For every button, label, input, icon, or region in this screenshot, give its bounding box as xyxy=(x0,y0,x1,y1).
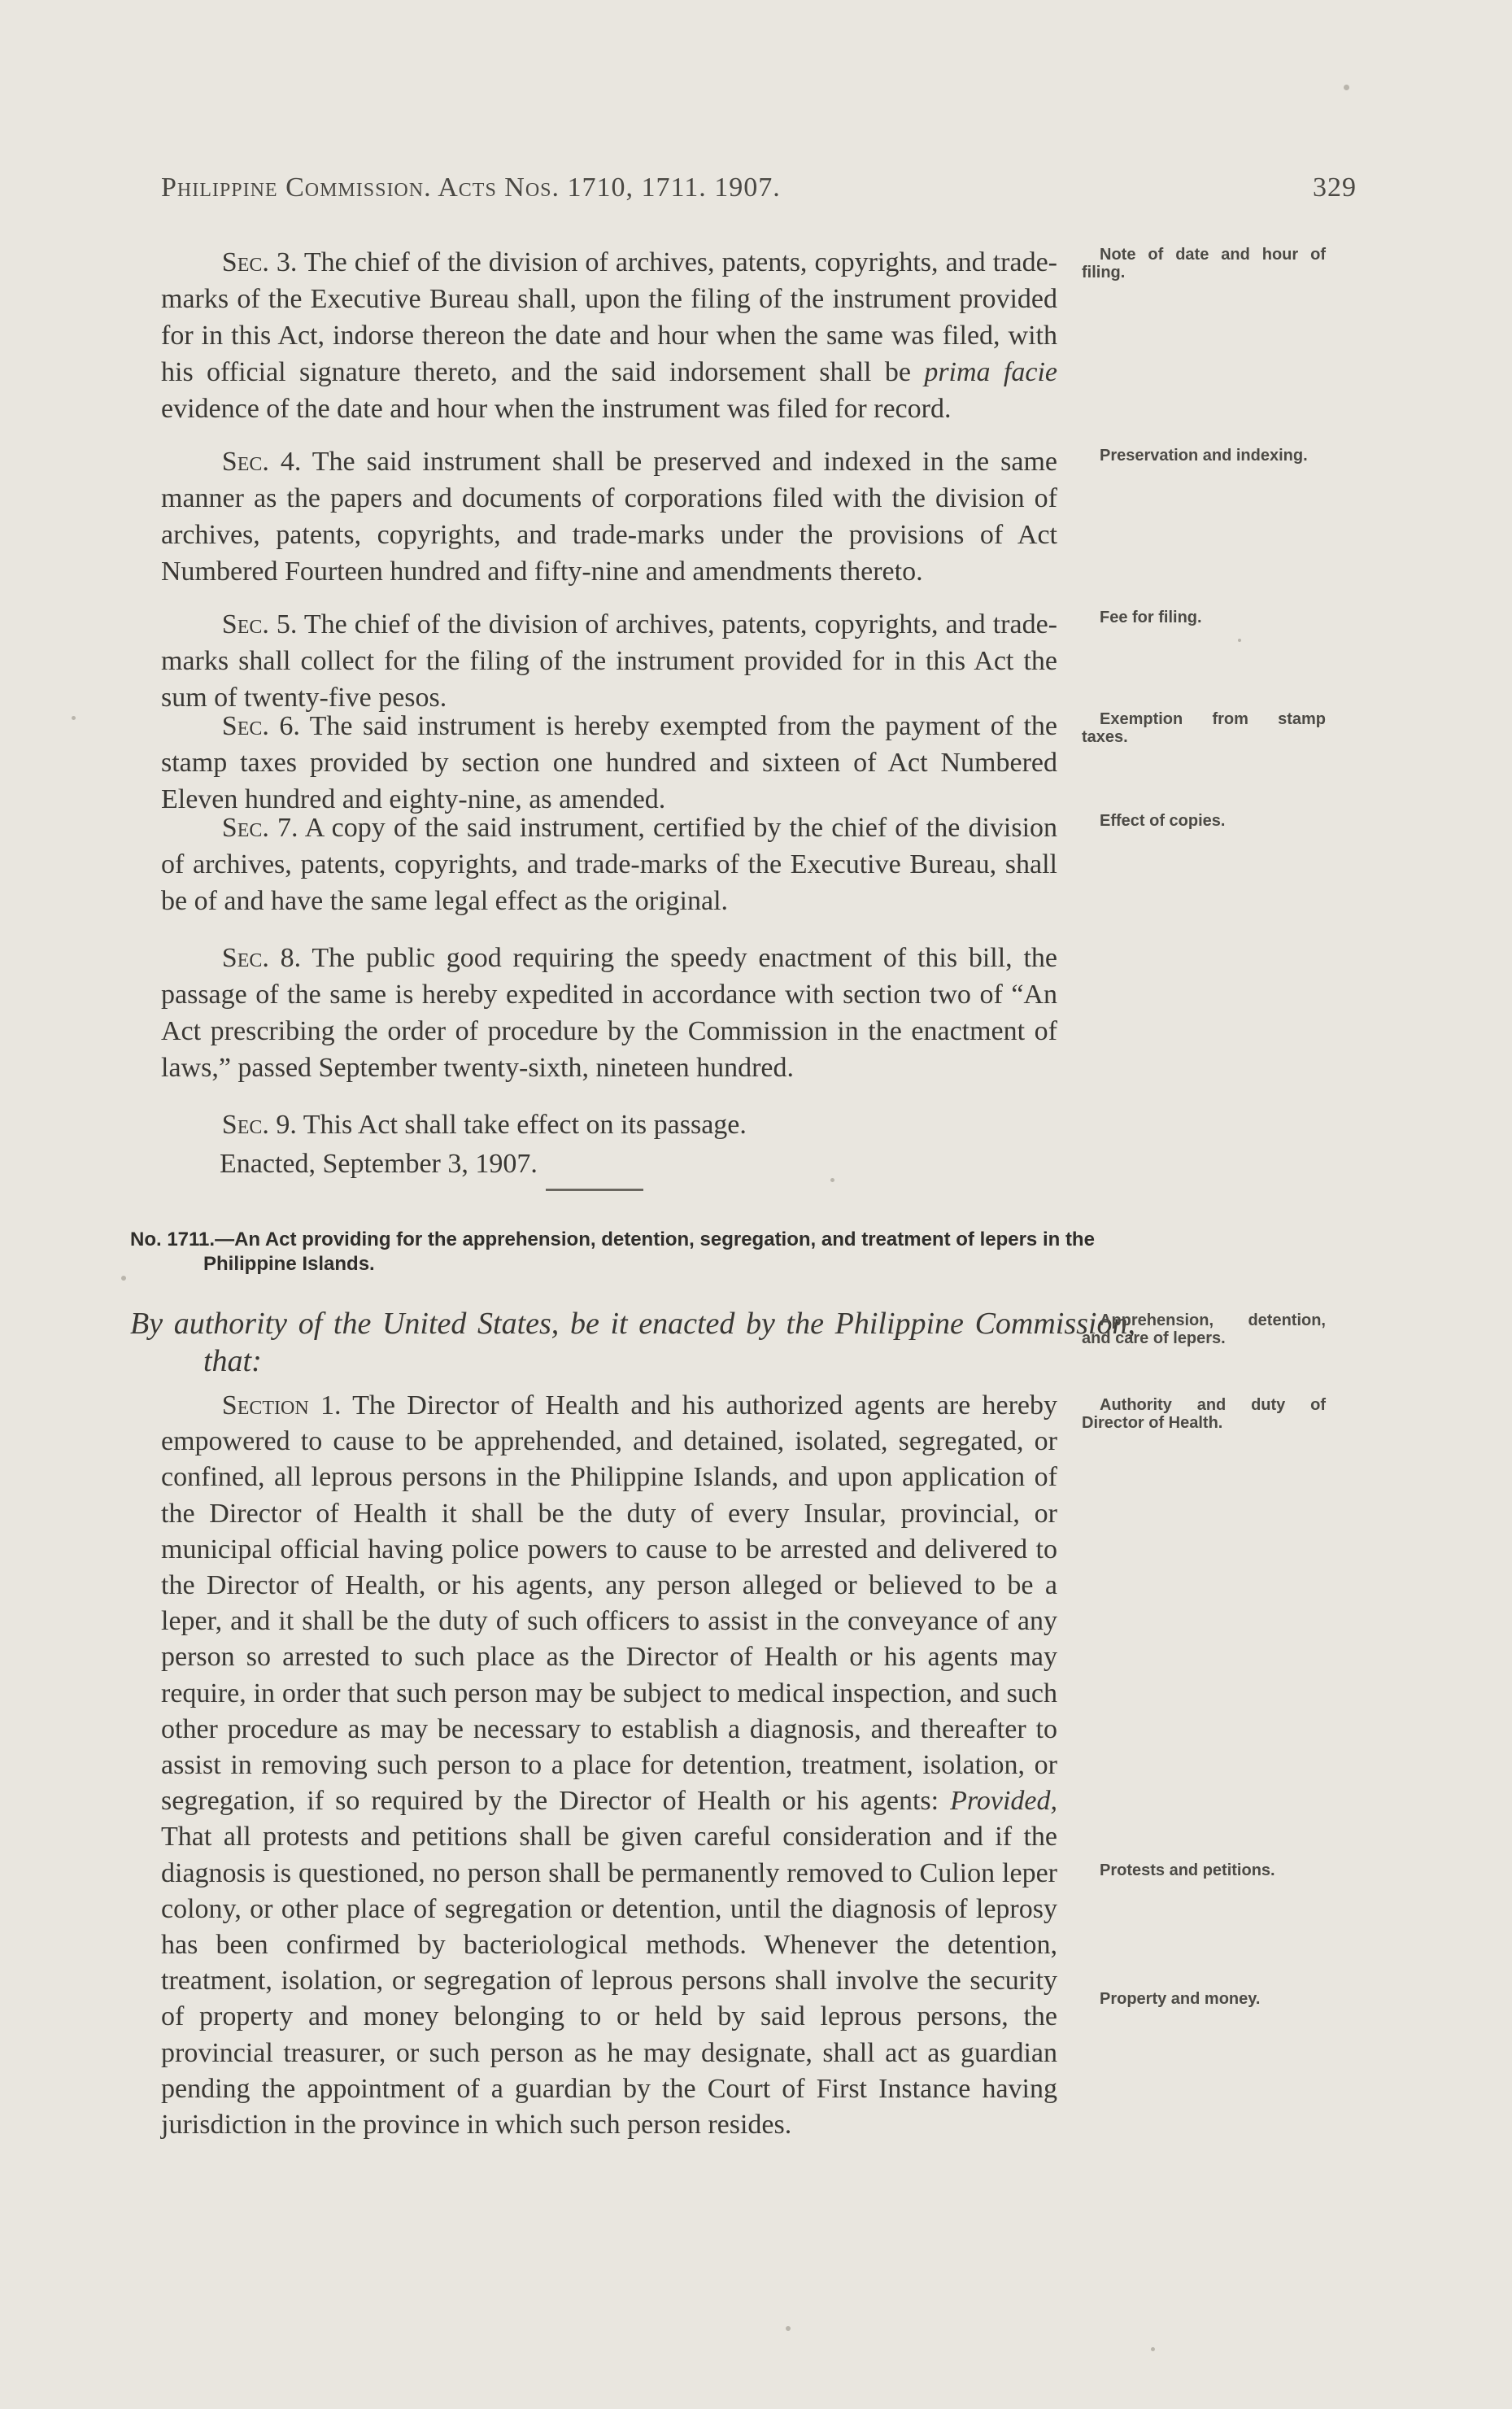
section-label: Sec. 9. xyxy=(221,1110,297,1140)
section-4 xyxy=(161,443,1057,590)
section-italic: Provided, xyxy=(950,1786,1057,1817)
section-7 xyxy=(161,810,1057,919)
margin-note-fee: Fee for filing. xyxy=(1100,609,1202,626)
section-text-after: evidence of the date and hour when the instrument was filed for record. xyxy=(161,394,952,424)
act-title: No. 1711.—An Act providing for the apprehension, detention, segregation, and treatment of lepers in the Philippine Islands. xyxy=(130,1229,1095,1275)
section-label: Sec. 8. xyxy=(221,943,302,973)
margin-note-protests: Protests and petitions. xyxy=(1100,1861,1275,1879)
margin-note-copies: Effect of copies. xyxy=(1100,812,1226,830)
enacted-date: Enacted, September 3, 1907. xyxy=(220,1149,538,1179)
scan-speck xyxy=(830,1178,834,1182)
section-3 xyxy=(161,244,1057,427)
section-label: Sec. 3. xyxy=(221,247,298,277)
section-text: The said instrument is hereby exempted from the payment of the stamp taxes provided by section one hundred and sixteen of Act Numbered Eleven hundred and eighty-nine, as amended. xyxy=(161,711,1058,814)
page-number: 329 xyxy=(1313,172,1357,203)
page-header xyxy=(161,172,1357,213)
section-text-after: That all protests and petitions shall be given careful consideration and if the diagnosis is questioned, no person shall be permanently removed to Culion leper colony, or other place of segregation or detention, until the diagnosis of leprosy has been confirmed by bacteriological methods. Whenever the detention, treatment, isolation, or segregation of leprous persons shall involve the security of property and money belonging to or held by said leprous persons, the provincial treasurer, or such person as he may designate, shall act as guardian pending the appointment of a guardian by the Court of First Instance having jurisdiction in the province in which such person resides. xyxy=(161,1822,1057,2141)
margin-note-authority: Authority and duty of Director of Health. xyxy=(1082,1396,1326,1432)
section-1 xyxy=(161,1388,1057,2143)
margin-note-exemption: Exemption from stamp taxes. xyxy=(1082,710,1326,746)
section-8 xyxy=(161,940,1057,1086)
section-6 xyxy=(161,708,1057,818)
section-label: Sec. 4. xyxy=(221,447,302,477)
section-label: Sec. 6. xyxy=(221,711,300,741)
margin-note-apprehension: Apprehension, detention, and care of lepers. xyxy=(1082,1311,1326,1347)
section-italic: prima facie xyxy=(924,357,1057,387)
section-5 xyxy=(161,606,1057,716)
section-9 xyxy=(161,1106,1057,1143)
scan-speck xyxy=(1151,2347,1155,2351)
section-text: The said instrument shall be preserved and indexed in the same manner as the papers and documents of corporations filed with the division of archives, patents, copyrights, and trade-marks under the provisions of Act Numbered Fourteen hundred and fifty-nine and amendments thereto. xyxy=(161,447,1057,587)
scan-speck xyxy=(1238,639,1241,642)
margin-note-date-filing: Note of date and hour of filing. xyxy=(1082,246,1326,281)
section-divider xyxy=(546,1189,643,1191)
section-label: Sec. 7. xyxy=(221,813,298,843)
scan-speck xyxy=(72,716,76,720)
section-text: This Act shall take effect on its passage. xyxy=(296,1110,747,1140)
scan-speck xyxy=(786,2326,791,2331)
margin-note-property: Property and money. xyxy=(1100,1990,1261,2008)
section-text: The Director of Health and his authorized agents are hereby empowered to cause to be apprehended, and detained, isolated, segregated, or confined, all leprous persons in the Philippine Islands, and upon application of the Director of Health it shall be the duty of every Insular, provincial, or municipal official having police powers to cause to be arrested and delivered to the Director of Health, or his agents, any person alleged or believed to be a leper, and it shall be the duty of such officers to assist in the conveyance of any person so arrested to such place as the Director of Health or his agents may require, in order that such person may be subject to medical inspection, and such other procedure as may be necessary to establish a diagnosis, and thereafter to assist in removing such person to a place for detention, treatment, isolation, or segregation, if so required by the Director of Health or his agents: xyxy=(161,1390,1057,1817)
section-text: A copy of the said instrument, certified by the chief of the division of archives, patents, copyrights, and trade-marks of the Executive Bureau, shall be of and have the same legal effect as the original. xyxy=(161,813,1058,916)
margin-note-preservation: Preservation and indexing. xyxy=(1100,447,1308,465)
section-text: The chief of the division of archives, patents, copyrights, and trade-marks shall collect for the filing of the instrument provided for in this Act the sum of twenty-five pesos. xyxy=(161,609,1057,713)
running-head: Philippine Commission. Acts Nos. 1710, 1711. 1907. xyxy=(161,172,781,203)
section-text: The chief of the division of archives, patents, copyrights, and trade-marks of the Executive Bureau shall, upon the filing of the instrument provided for in this Act, indorse thereon the date and hour when the same was filed, with his official signature thereto, and the said indorsement shall be xyxy=(161,247,1057,387)
section-label: Sec. 5. xyxy=(221,609,298,639)
section-label: Section 1. xyxy=(221,1390,342,1421)
section-text: The public good requiring the speedy enactment of this bill, the passage of the same is hereby expedited in accordance with section two of “An Act prescribing the order of procedure by the Commission in the enactment of laws,” passed September twenty-sixth, nineteen hundred. xyxy=(161,943,1057,1083)
enacting-clause: By authority of the United States, be it enacted by the Philippine Commission, that: xyxy=(130,1307,1135,1378)
scan-speck xyxy=(1344,85,1349,90)
scan-speck xyxy=(121,1276,126,1281)
